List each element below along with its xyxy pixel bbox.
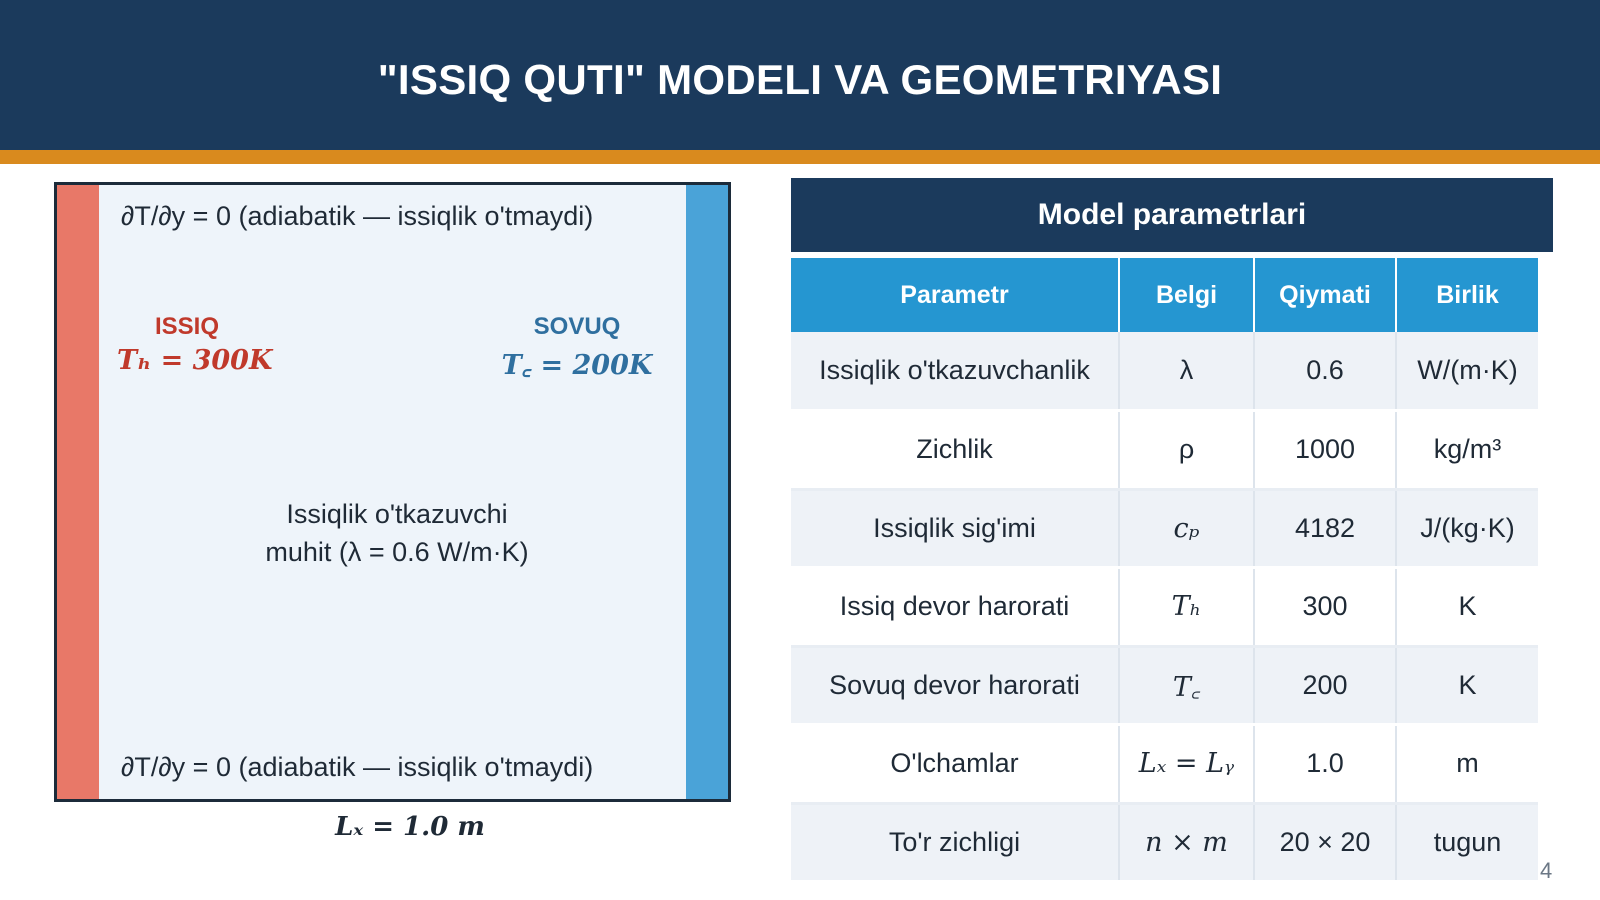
cell-unit: K: [1396, 568, 1538, 647]
table-row: [791, 725, 1538, 804]
cell-unit: W/(m·K): [1396, 332, 1538, 411]
cell-unit: K: [1396, 646, 1538, 725]
medium-description: [197, 495, 597, 571]
column-header-symbol: Belgi: [1119, 258, 1254, 332]
cell-value: 0.6: [1254, 332, 1396, 411]
table-row: [791, 489, 1538, 568]
cell-symbol: n × m: [1119, 803, 1254, 882]
table-row: [791, 568, 1538, 647]
hot-box-diagram: [54, 182, 731, 802]
cell-parameter: Sovuq devor harorati: [791, 646, 1119, 725]
table-header-row: [791, 258, 1538, 332]
cell-parameter: Zichlik: [791, 411, 1119, 490]
medium-description-line1: Issiqlik o'tkazuvchi: [286, 499, 508, 529]
cell-value: 4182: [1254, 489, 1396, 568]
cell-value: 1000: [1254, 411, 1396, 490]
cell-parameter: Issiqlik sig'imi: [791, 489, 1119, 568]
cell-symbol: Lₓ = Lᵧ: [1119, 725, 1254, 804]
hot-side-title: ISSIQ: [154, 313, 220, 340]
table-row: [791, 803, 1538, 882]
hot-wall: [57, 185, 99, 799]
cell-unit: m: [1396, 725, 1538, 804]
column-header-parameter: Parametr: [791, 258, 1119, 332]
slide-title: "ISSIQ QUTI" MODELI VA GEOMETRIYASI: [377, 56, 1223, 103]
cell-unit: kg/m³: [1396, 411, 1538, 490]
cell-unit: J/(kg·K): [1396, 489, 1538, 568]
parameters-table: [791, 258, 1538, 883]
table-title: Model parametrlari: [791, 178, 1553, 252]
top-boundary-condition: ∂T/∂y = 0 (adiabatik — issiqlik o'tmaydi): [121, 201, 594, 231]
column-header-value: Qiymati: [1254, 258, 1396, 332]
table-row: [791, 646, 1538, 725]
cold-side-title: SOVUQ: [533, 313, 621, 340]
medium-description-line2: muhit (λ = 0.6 W/m·K): [265, 537, 529, 567]
cell-symbol: λ: [1119, 332, 1254, 411]
hot-side-temperature: Tₕ = 300K: [117, 345, 273, 376]
cell-parameter: Issiq devor harorati: [791, 568, 1119, 647]
hot-side-label: [117, 313, 273, 376]
cell-parameter: O'lchamlar: [791, 725, 1119, 804]
table-row: [791, 332, 1538, 411]
cell-symbol: Tₕ: [1119, 568, 1254, 647]
header-accent-stripe: [0, 150, 1600, 164]
width-dimension-label: Lₓ = 1.0 m: [335, 812, 485, 842]
cell-symbol: ρ: [1119, 411, 1254, 490]
cell-value: 1.0: [1254, 725, 1396, 804]
bottom-boundary-condition: ∂T/∂y = 0 (adiabatik — issiqlik o'tmaydi): [121, 752, 594, 782]
cell-value: 300: [1254, 568, 1396, 647]
cell-value: 200: [1254, 646, 1396, 725]
cold-side-label: [497, 313, 657, 382]
cell-value: 20 × 20: [1254, 803, 1396, 882]
cell-parameter: Issiqlik o'tkazuvchanlik: [791, 332, 1119, 411]
cold-side-temperature: T꜀ = 200K: [501, 350, 653, 381]
cell-symbol: T꜀: [1119, 646, 1254, 725]
table-row: [791, 411, 1538, 490]
cell-symbol: cₚ: [1119, 489, 1254, 568]
cell-parameter: To'r zichligi: [791, 803, 1119, 882]
cold-wall: [686, 185, 728, 799]
cell-unit: tugun: [1396, 803, 1538, 882]
column-header-unit: Birlik: [1396, 258, 1538, 332]
page-number: 4: [1540, 858, 1553, 883]
